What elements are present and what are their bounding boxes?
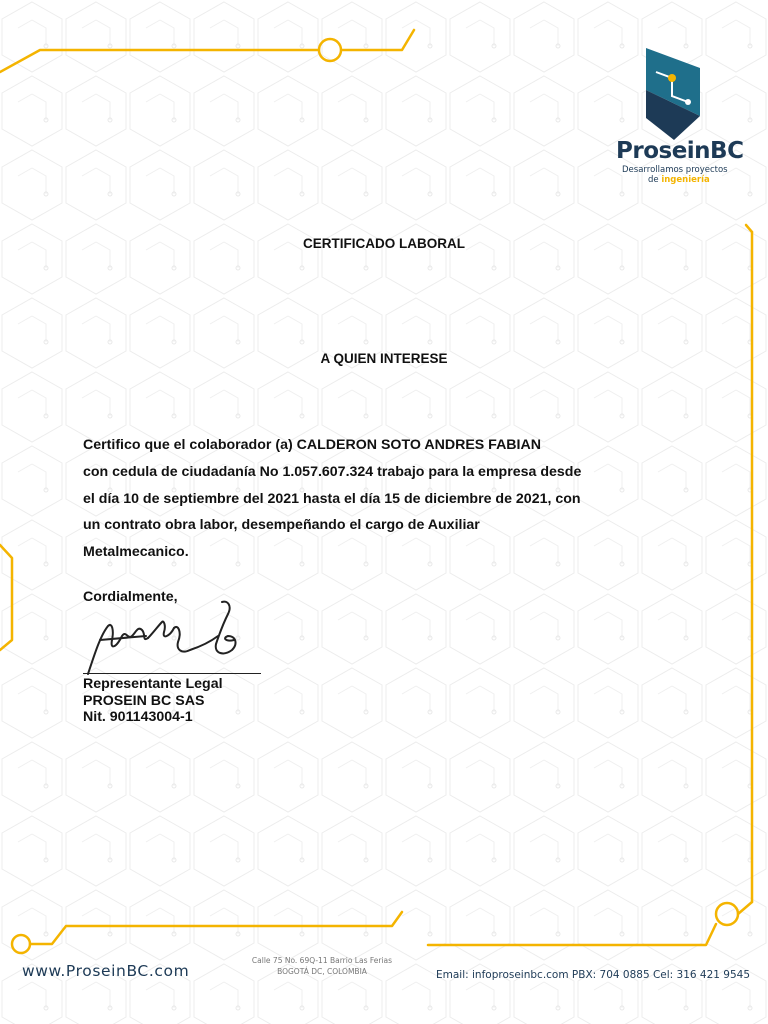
footer-website: www.ProseinBC.com [22,962,190,980]
company-nit: Nit. 901143004-1 [83,709,193,725]
body-line: el día 10 de septiembre del 2021 hasta el día 15 de diciembre de 2021, con [83,490,581,507]
body-line: un contrato obra labor, desempeñando el cargo de Auxiliar [83,517,480,534]
logo-tagline-prefix: de [648,175,662,185]
logo-tagline-line2 [648,175,738,185]
body-line: con cedula de ciudadanía No 1.057.607.324 trabajo para la empresa desde [83,463,582,480]
certificate-body [83,432,673,566]
logo-mark-icon [642,48,704,140]
footer-contact: Email: infoproseinbc.com PBX: 704 0885 Cel: 316 421 9545 [436,969,751,981]
body-line: Certifico que el colaborador (a) CALDERON SOTO ANDRES FABIAN [83,437,541,453]
logo-tagline-line1: Desarrollamos proyectos [622,165,728,175]
footer-address-line2: BOGOTÁ DC, COLOMBIA [277,967,367,976]
company-logo [612,48,744,188]
logo-tagline-highlight: ingeniería [661,175,710,185]
footer-address [232,955,412,977]
closing-text: Cordialmente, [83,589,178,605]
body-line: Metalmecanico. [83,544,189,561]
company-name: PROSEIN BC SAS [83,692,205,709]
logo-brand-name: ProseinBC [616,138,744,164]
footer-address-line1: Calle 75 No. 69Q-11 Barrio Las Ferias [251,956,393,965]
signature-line [83,673,261,674]
document-subtitle: A QUIEN INTERESE [320,351,448,366]
document-title: CERTIFICADO LABORAL [303,236,465,251]
handwritten-signature [86,596,246,676]
signatory-block [83,676,223,726]
representative-role: Representante Legal [83,676,223,692]
